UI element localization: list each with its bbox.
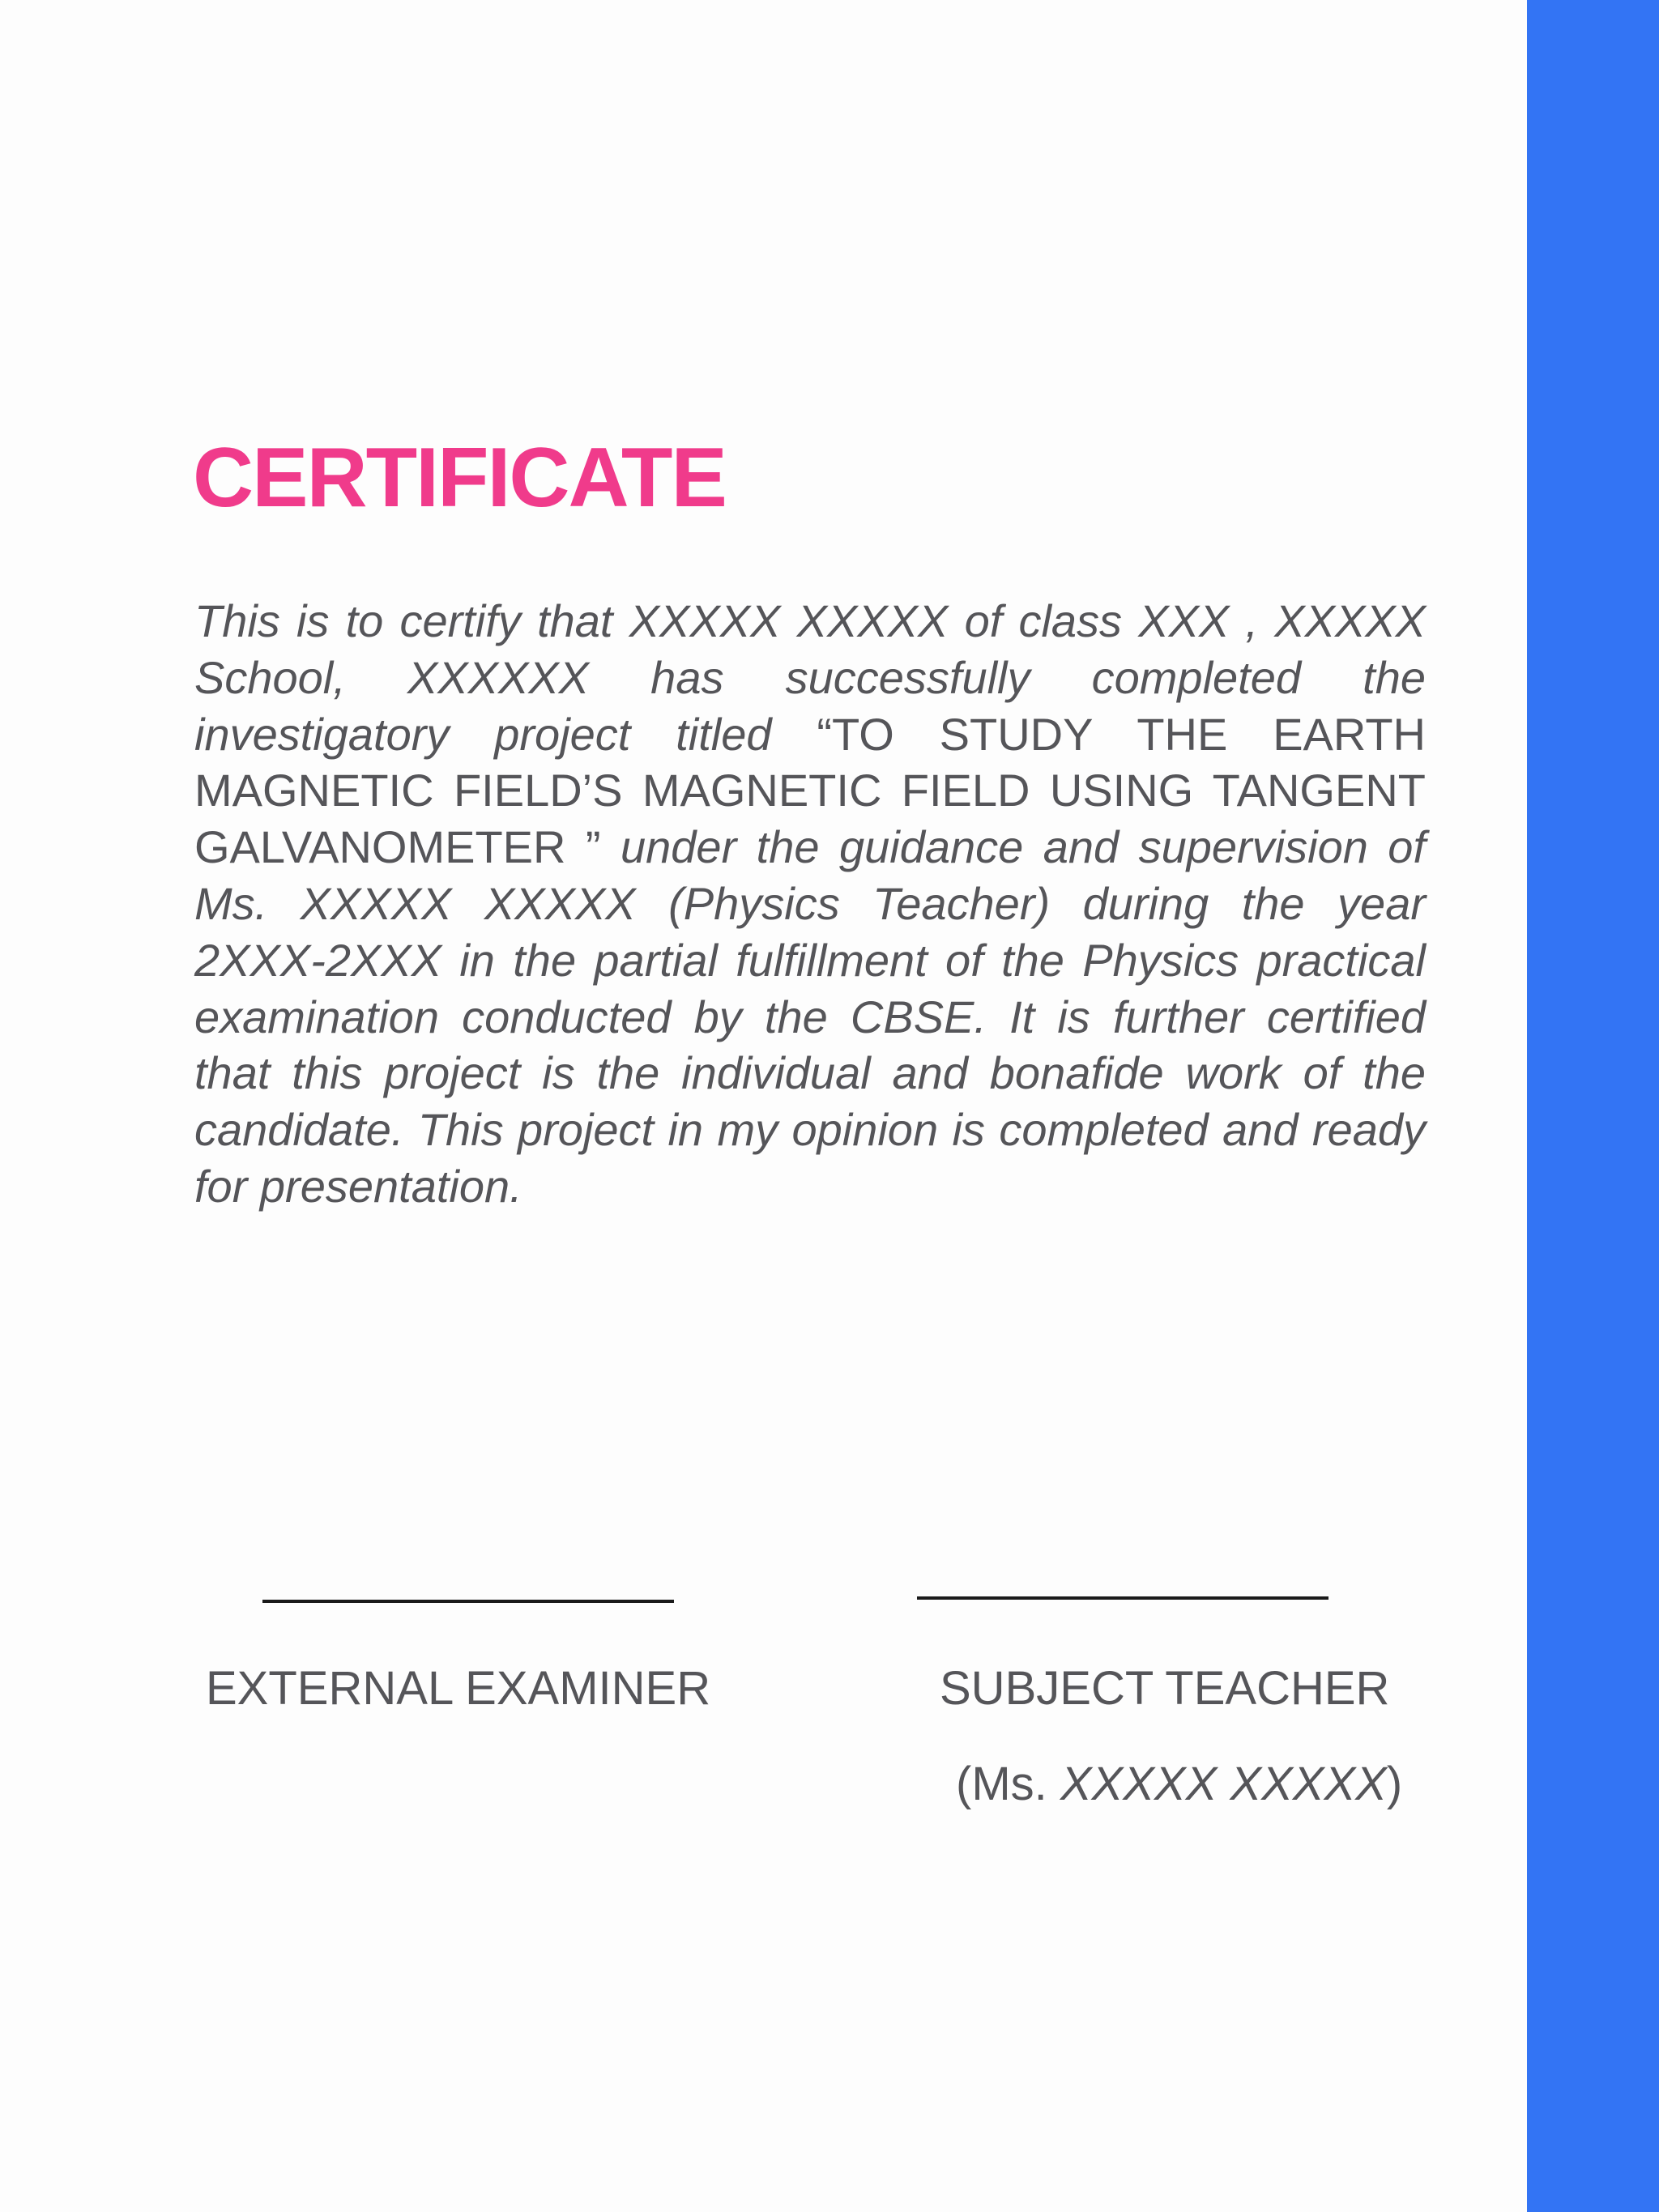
body-text-intro: This is to certify that XXXXX XXXXX of class XXX , XXXXX School, XXXXXX has successfully completed the investigatory project titled bbox=[194, 595, 1426, 760]
certificate-title: CERTIFICATE bbox=[193, 431, 726, 525]
external-examiner-label: EXTERNAL EXAMINER bbox=[206, 1662, 711, 1715]
project-title: “TO STUDY THE EARTH MAGNETIC FIELD’S MAGNETIC FIELD USING TANGENT GALVANOMETER ” bbox=[194, 708, 1426, 873]
teacher-name-open: (Ms. bbox=[956, 1758, 1060, 1810]
teacher-name-value: XXXXX XXXXX bbox=[1060, 1758, 1387, 1810]
subject-teacher-name bbox=[956, 1756, 1402, 1813]
subject-teacher-label: SUBJECT TEACHER bbox=[940, 1662, 1390, 1715]
subject-teacher-signature-line bbox=[917, 1596, 1328, 1600]
certificate-body bbox=[194, 593, 1426, 1215]
accent-side-bar bbox=[1527, 0, 1659, 2212]
body-text-outro: under the guidance and supervision of Ms. XXXXX XXXXX (Physics Teacher) during the year 2XXX-2XXX in the partial fulfillment of the Physics practical examination conducted by the CBSE. It is further certified that this project is the individual and bonafide work of the candidate. This project in my opinion is completed and ready for presentation. bbox=[194, 821, 1427, 1212]
external-examiner-signature-line bbox=[262, 1600, 674, 1603]
teacher-name-close: ) bbox=[1386, 1758, 1403, 1810]
